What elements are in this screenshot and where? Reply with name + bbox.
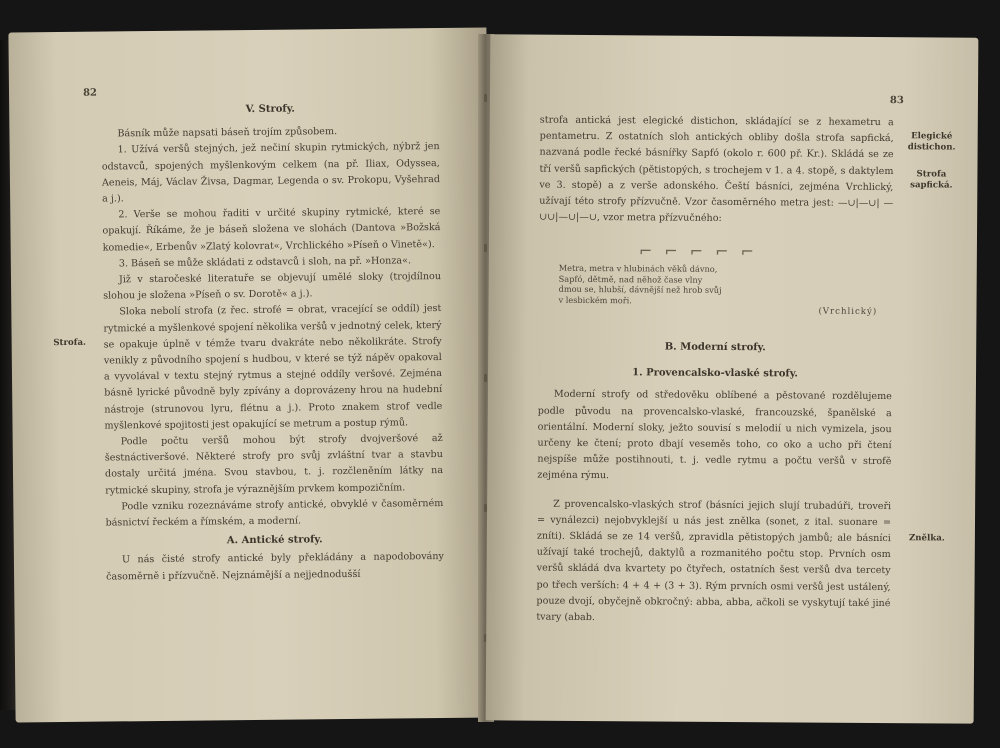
- right-intro-text: [539, 113, 894, 229]
- binding-stitch: [484, 94, 487, 102]
- left-paragraph: 1. Užívá veršů stejných, jež nečiní skupin rytmických, nýbrž jen odstavců, spojených myšlenkovým celkem (na př. Iliax, Odyssea, Aeneis, Máj, Václav Živsa, Dagmar, Legenda o sv. Prokopu, Vyšehrad a j.).: [101, 141, 441, 205]
- right-page-number: 83: [889, 95, 904, 107]
- left-paragraph: Již v staročeské literatuře se objevují umělé sloky (trojdílnou slohou je složena »Píseň o sv. Dorotě« a j.).: [103, 271, 442, 302]
- subsection-heading: 1. Provencalsko-vlaské strofy.: [632, 367, 798, 380]
- right-paragraph: Moderní strofy od středověku oblíbené a pěstované rozdělujeme podle původu na provencalsko-vlaské, francouzské, španělské a orientální. Moderní sloky, ježto souvisí s melodií u nich vymizela, jsou určeny ke čtení; proto dbají veseměs toho, co oko a ucho při čtení nejspíše může postihnouti, t. j. vedle rytmu a počtu veršů v strofě zejména rýmu.: [537, 389, 892, 482]
- right-page: [486, 34, 979, 723]
- right-paragraph: Z provencalsko-vlaských strof (básníci jejich slují trubadúři, troveři = vynálezci) nejobvyklejší u nás jest znělka (sonet, z ital. suonare = zníti). Skládá se ze 14 veršů, zpravidla pětistopých jambů; ale básníci užívají také trochejů, daktylů a rozmanitého počtu stop. Prvních osm veršů skládá dva kvartety po čtyřech, ostatních šest veršů dva tercety po třech verších: 4 + 4 + (3 + 3). Rým prvních osmi veršů jest ustálený, pouze dvojí, obyčejně obkročný: abba, abba, ačkoli se vyskytují také jiné tvary (abab.: [536, 498, 892, 624]
- margin-note-elegicke: Elegické distichon.: [907, 131, 956, 153]
- left-heading: V. Strofy.: [245, 103, 295, 116]
- left-paragraph: 2. Verše se mohou řaditi v určité skupiny rytmické, které se opakují. Říkáme, že je báseň složena ve slohách (Dantova »Božská komedie«, Erbenův »Zlatý kolovrat«, Vrchlického »Píseň o Vinetě«).: [102, 206, 441, 254]
- margin-note-znelka: Znělka.: [908, 533, 945, 544]
- right-intro-paragraph: strofa antická jest elegické distichon, skládající se z hexametru a pentametru. Z ostatních sloh antických obliby došla strofa sapfická, nazvaná podle řecké básnířky Sapfó (okolo r. 600 př. Kr.). Skládá se ze tří veršů sapfických (pětistopých, s trochejem v 1. a 4. stopě, s daktylem ve 3. stopě) a z verše adonského. Čeští básníci, zejména Vrchlický, užívají této strofy přízvučně. Vzor časoměrného metra jest: —∪|—∪| —∪∪|—∪|—∪, vzor metra přízvučného:: [539, 114, 894, 225]
- margin-note-sapficka: Strofa sapfická.: [910, 169, 953, 191]
- left-page-text: [101, 100, 444, 585]
- binding-stitch: [484, 374, 487, 382]
- left-paragraph: Podle vzniku rozeznáváme strofy antické, obvyklé v časoměrném básnictví řeckém a římském, a moderní.: [105, 497, 444, 529]
- left-subheading: A. Antické strofy.: [226, 534, 323, 547]
- section-heading: B. Moderní strofy.: [664, 341, 766, 354]
- verse-line: v lesbickém moři.: [558, 294, 632, 305]
- left-page: [8, 28, 493, 723]
- verse-author: (Vrchlický): [818, 306, 878, 318]
- left-margin-note: Strofa.: [53, 337, 87, 349]
- left-closing-paragraph: U nás čisté strofy antické byly překládány a napodobovány časoměrně i přízvučně. Nejznámější a nejjednodušší: [106, 551, 444, 583]
- verse-line: Sapfó, dětmě, nad něhož čase vlny: [558, 273, 703, 285]
- left-paragraph: Podle počtu veršů mohou být strofy dvojveršové až šestnáctiveršové. Některé strofy pro svůj zvláštní tvar a stavbu dostaly určitá jména. Svou stavbou, t. j. rozčleněním látky na rytmické skupiny, strofa je výraznějším prvkem kompozičním.: [104, 433, 444, 497]
- right-page-text: [536, 339, 892, 629]
- verse-line: Metra, metra v hlubinách věků dávno,: [558, 262, 718, 274]
- left-paragraph: 3. Báseň se může skládati z odstavců i sloh, na př. »Honza«.: [118, 255, 412, 270]
- binding-stitch: [484, 244, 487, 252]
- verse-quote: [559, 263, 809, 307]
- left-page-number: 82: [82, 87, 98, 99]
- left-paragraph: Sloka nebolí strofa (z řec. strofé = obrat, vracející se oddíl) jest rytmické a myšlenkové spojení několika veršů v jednotný celek, který se opakuje úplně v témže tvaru dvakráte nebo několikráte. Strofy venikly z původního spojení s hudbou, v které se týž nápěv opakoval a vyvolával v textu stejný rytmus a stejné oddíly veršové. Zejména básně lyrické původně byly zpívány a doprovázeny hrou na hudební nástroje (strunovou lyru, flétnu a j.). Proto znakem strof vedle myšlenkové spojitosti jest opakující se metrum a postup rýmů.: [103, 303, 443, 432]
- verse-line: dmou se, hlubší, dávnější než hrob svůj: [558, 283, 722, 295]
- meter-scheme-symbols: ⌐⌐⌐⌐⌐: [638, 241, 766, 262]
- left-paragraph: Básník může napsati báseň trojím způsobem.: [117, 126, 338, 140]
